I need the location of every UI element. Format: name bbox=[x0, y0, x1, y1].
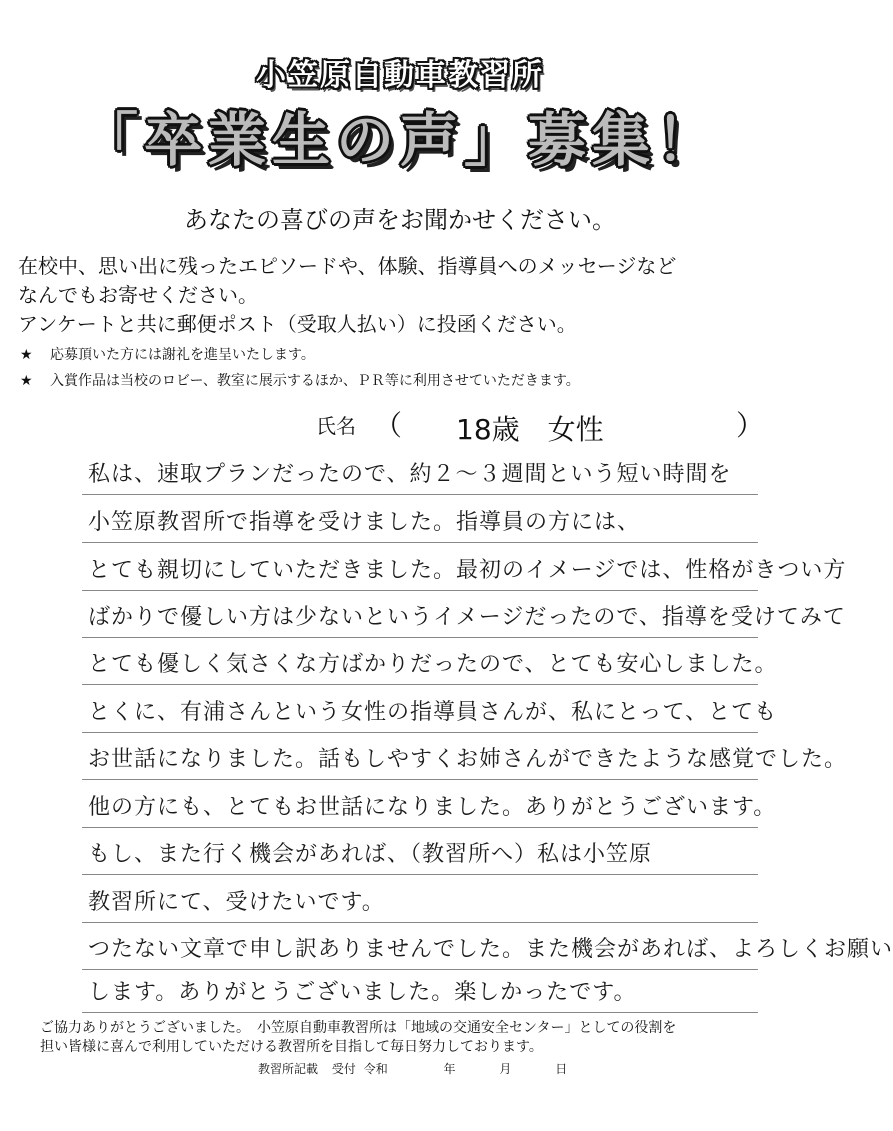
page-subtitle: あなたの喜びの声をお聞かせください。 bbox=[184, 206, 616, 234]
page-title: 「卒業生の声」募集！ bbox=[79, 106, 720, 174]
star-icon: ★ bbox=[20, 373, 33, 389]
handwritten-line: 他の方にも、とてもお世話になりました。ありがとうございます。 bbox=[88, 795, 777, 820]
handwritten-line: とても親切にしていただきました。最初のイメージでは、性格がきつい方 bbox=[88, 558, 847, 583]
day-label: 日 bbox=[555, 1062, 568, 1076]
intro-line: なんでもお寄せください。 bbox=[18, 283, 258, 307]
name-open-paren: （ bbox=[374, 409, 403, 442]
note-text: 応募頂いた方には謝礼を進呈いたします。 bbox=[50, 347, 315, 363]
handwritten-line: ばかりで優しい方は少ないというイメージだったので、指導を受けてみて bbox=[88, 605, 846, 630]
handwritten-line: もし、また行く機会があれば、（教習所へ）私は小笠原 bbox=[88, 842, 653, 867]
intro-text bbox=[18, 252, 788, 339]
name-label: 氏名 bbox=[316, 414, 356, 438]
school-name-heading: 小笠原自動車教習所 bbox=[256, 58, 544, 93]
received-label: 受付 bbox=[331, 1062, 356, 1076]
footer-message bbox=[40, 1019, 780, 1057]
intro-line: アンケートと共に郵便ポスト（受取人払い）に投函ください。 bbox=[18, 312, 577, 336]
name-value: 18歳 女性 bbox=[456, 413, 604, 446]
ruled-line bbox=[82, 636, 778, 685]
star-icon: ★ bbox=[20, 347, 33, 363]
ruled-line bbox=[82, 684, 778, 733]
footer-line: 担い皆様に喜んで利用していただける教習所を目指して毎日努力しております。 bbox=[40, 1039, 543, 1055]
ruled-line bbox=[82, 874, 758, 923]
note-usage bbox=[20, 370, 580, 390]
year-label: 年 bbox=[443, 1062, 456, 1076]
ruled-line bbox=[82, 589, 846, 638]
era-label: 令和 bbox=[363, 1062, 388, 1076]
office-use-label: 教習所記載 bbox=[258, 1062, 319, 1076]
ruled-line bbox=[82, 731, 848, 780]
ruled-line bbox=[82, 779, 777, 828]
handwritten-line: 小笠原教習所で指導を受けました。指導員の方には、 bbox=[88, 510, 641, 535]
handwritten-line: つたない文章で申し訳ありませんでした。また機会があれば、よろしくお願い bbox=[88, 937, 893, 962]
handwritten-line: します。ありがとうございました。楽しかったです。 bbox=[88, 980, 637, 1005]
office-use-row bbox=[258, 1060, 571, 1077]
ruled-line bbox=[82, 494, 758, 543]
ruled-line bbox=[82, 964, 758, 1013]
handwritten-line: とても優しく気さくな方ばかりだったので、とても安心しました。 bbox=[88, 652, 778, 677]
handwritten-line: とくに、有浦さんという女性の指導員さんが、私にとって、とても bbox=[88, 700, 778, 725]
name-close-paren: ） bbox=[736, 409, 765, 442]
handwritten-line: お世話になりました。話もしやすくお姉さんができたような感覚でした。 bbox=[88, 747, 848, 772]
ruled-line bbox=[82, 921, 893, 970]
handwritten-message bbox=[82, 446, 893, 1012]
ruled-line bbox=[82, 826, 758, 875]
note-reward bbox=[20, 344, 315, 364]
handwritten-line: 私は、速取プランだったので、約２～３週間という短い時間を bbox=[88, 462, 732, 487]
ruled-line bbox=[82, 542, 847, 591]
ruled-line bbox=[82, 446, 758, 495]
footer-line: ご協力ありがとうございました。 小笠原自動車教習所は「地域の交通安全センター」としての役割を bbox=[40, 1020, 677, 1036]
month-label: 月 bbox=[499, 1062, 512, 1076]
handwritten-line: 教習所にて、受けたいです。 bbox=[88, 890, 385, 915]
note-text: 入賞作品は当校のロビー、教室に展示するほか、ＰＲ等に利用させていただきます。 bbox=[50, 373, 580, 389]
intro-line: 在校中、思い出に残ったエピソードや、体験、指導員へのメッセージなど bbox=[18, 254, 677, 278]
name-field bbox=[316, 402, 766, 446]
